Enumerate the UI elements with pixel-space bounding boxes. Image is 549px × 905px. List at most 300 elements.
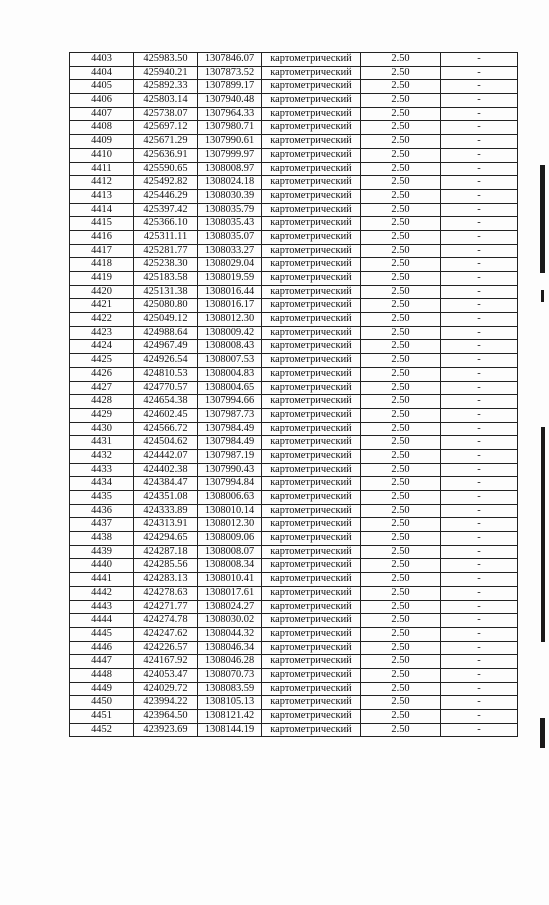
y-coordinate-cell: 1307984.49 [198, 436, 262, 450]
table-row [70, 627, 518, 641]
point-number-cell: 4422 [70, 313, 134, 327]
y-coordinate-cell: 1308121.42 [198, 710, 262, 724]
description-cell: - [441, 655, 518, 669]
method-cell: картометрический [262, 710, 361, 724]
table-row [70, 121, 518, 135]
description-cell: - [441, 573, 518, 587]
y-coordinate-cell: 1307999.97 [198, 148, 262, 162]
accuracy-cell: 2.50 [361, 408, 441, 422]
table-row [70, 80, 518, 94]
point-number-cell: 4421 [70, 299, 134, 313]
y-coordinate-cell: 1308008.07 [198, 545, 262, 559]
table-row [70, 313, 518, 327]
accuracy-cell: 2.50 [361, 313, 441, 327]
y-coordinate-cell: 1308030.02 [198, 614, 262, 628]
table-row [70, 573, 518, 587]
y-coordinate-cell: 1308046.28 [198, 655, 262, 669]
x-coordinate-cell: 425636.91 [134, 148, 198, 162]
point-number-cell: 4414 [70, 203, 134, 217]
table-row [70, 299, 518, 313]
y-coordinate-cell: 1308035.07 [198, 230, 262, 244]
description-cell: - [441, 258, 518, 272]
point-number-cell: 4449 [70, 682, 134, 696]
point-number-cell: 4446 [70, 641, 134, 655]
method-cell: картометрический [262, 176, 361, 190]
accuracy-cell: 2.50 [361, 682, 441, 696]
point-number-cell: 4424 [70, 340, 134, 354]
table-row [70, 491, 518, 505]
accuracy-cell: 2.50 [361, 491, 441, 505]
x-coordinate-cell: 424926.54 [134, 354, 198, 368]
y-coordinate-cell: 1307994.66 [198, 395, 262, 409]
table-row [70, 518, 518, 532]
accuracy-cell: 2.50 [361, 559, 441, 573]
x-coordinate-cell: 425738.07 [134, 107, 198, 121]
method-cell: картометрический [262, 244, 361, 258]
description-cell: - [441, 395, 518, 409]
description-cell: - [441, 285, 518, 299]
method-cell: картометрический [262, 121, 361, 135]
point-number-cell: 4439 [70, 545, 134, 559]
table-row [70, 395, 518, 409]
description-cell: - [441, 189, 518, 203]
method-cell: картометрический [262, 614, 361, 628]
point-number-cell: 4410 [70, 148, 134, 162]
point-number-cell: 4451 [70, 710, 134, 724]
table-row [70, 107, 518, 121]
method-cell: картометрический [262, 408, 361, 422]
accuracy-cell: 2.50 [361, 395, 441, 409]
accuracy-cell: 2.50 [361, 627, 441, 641]
description-cell: - [441, 148, 518, 162]
table-row [70, 258, 518, 272]
point-number-cell: 4406 [70, 94, 134, 108]
point-number-cell: 4442 [70, 586, 134, 600]
x-coordinate-cell: 425238.30 [134, 258, 198, 272]
scan-artifact-mark [541, 427, 545, 642]
method-cell: картометрический [262, 586, 361, 600]
y-coordinate-cell: 1307984.49 [198, 422, 262, 436]
scan-artifact-mark [540, 718, 545, 748]
x-coordinate-cell: 425366.10 [134, 217, 198, 231]
accuracy-cell: 2.50 [361, 477, 441, 491]
y-coordinate-cell: 1308033.27 [198, 244, 262, 258]
y-coordinate-cell: 1308083.59 [198, 682, 262, 696]
x-coordinate-cell: 425397.42 [134, 203, 198, 217]
x-coordinate-cell: 425697.12 [134, 121, 198, 135]
point-number-cell: 4431 [70, 436, 134, 450]
table-row [70, 723, 518, 737]
table-row [70, 230, 518, 244]
y-coordinate-cell: 1308010.41 [198, 573, 262, 587]
description-cell: - [441, 121, 518, 135]
accuracy-cell: 2.50 [361, 66, 441, 80]
x-coordinate-cell: 425803.14 [134, 94, 198, 108]
description-cell: - [441, 668, 518, 682]
description-cell: - [441, 381, 518, 395]
accuracy-cell: 2.50 [361, 532, 441, 546]
point-number-cell: 4428 [70, 395, 134, 409]
description-cell: - [441, 135, 518, 149]
y-coordinate-cell: 1308024.18 [198, 176, 262, 190]
y-coordinate-cell: 1308016.17 [198, 299, 262, 313]
table-row [70, 696, 518, 710]
description-cell: - [441, 504, 518, 518]
accuracy-cell: 2.50 [361, 586, 441, 600]
description-cell: - [441, 696, 518, 710]
x-coordinate-cell: 424384.47 [134, 477, 198, 491]
accuracy-cell: 2.50 [361, 230, 441, 244]
description-cell: - [441, 217, 518, 231]
accuracy-cell: 2.50 [361, 107, 441, 121]
method-cell: картометрический [262, 66, 361, 80]
x-coordinate-cell: 423923.69 [134, 723, 198, 737]
method-cell: картометрический [262, 463, 361, 477]
x-coordinate-cell: 424247.62 [134, 627, 198, 641]
point-number-cell: 4407 [70, 107, 134, 121]
y-coordinate-cell: 1307994.84 [198, 477, 262, 491]
description-cell: - [441, 477, 518, 491]
accuracy-cell: 2.50 [361, 285, 441, 299]
x-coordinate-cell: 424029.72 [134, 682, 198, 696]
y-coordinate-cell: 1308030.39 [198, 189, 262, 203]
y-coordinate-cell: 1308006.63 [198, 491, 262, 505]
point-number-cell: 4417 [70, 244, 134, 258]
table-row [70, 135, 518, 149]
method-cell: картометрический [262, 518, 361, 532]
table-row [70, 326, 518, 340]
description-cell: - [441, 162, 518, 176]
description-cell: - [441, 107, 518, 121]
x-coordinate-cell: 424988.64 [134, 326, 198, 340]
accuracy-cell: 2.50 [361, 504, 441, 518]
method-cell: картометрический [262, 627, 361, 641]
y-coordinate-cell: 1307846.07 [198, 53, 262, 67]
method-cell: картометрический [262, 313, 361, 327]
accuracy-cell: 2.50 [361, 573, 441, 587]
description-cell: - [441, 367, 518, 381]
accuracy-cell: 2.50 [361, 518, 441, 532]
x-coordinate-cell: 424313.91 [134, 518, 198, 532]
table-row [70, 655, 518, 669]
y-coordinate-cell: 1307990.43 [198, 463, 262, 477]
table-row [70, 217, 518, 231]
accuracy-cell: 2.50 [361, 655, 441, 669]
table-row [70, 477, 518, 491]
y-coordinate-cell: 1307990.61 [198, 135, 262, 149]
method-cell: картометрический [262, 682, 361, 696]
accuracy-cell: 2.50 [361, 710, 441, 724]
y-coordinate-cell: 1308017.61 [198, 586, 262, 600]
x-coordinate-cell: 424654.38 [134, 395, 198, 409]
table-row [70, 545, 518, 559]
table-row [70, 354, 518, 368]
accuracy-cell: 2.50 [361, 381, 441, 395]
accuracy-cell: 2.50 [361, 299, 441, 313]
y-coordinate-cell: 1308004.65 [198, 381, 262, 395]
y-coordinate-cell: 1308105.13 [198, 696, 262, 710]
point-number-cell: 4443 [70, 600, 134, 614]
method-cell: картометрический [262, 230, 361, 244]
point-number-cell: 4418 [70, 258, 134, 272]
accuracy-cell: 2.50 [361, 80, 441, 94]
table-row [70, 641, 518, 655]
x-coordinate-cell: 425983.50 [134, 53, 198, 67]
description-cell: - [441, 272, 518, 286]
point-number-cell: 4440 [70, 559, 134, 573]
method-cell: картометрический [262, 258, 361, 272]
description-cell: - [441, 682, 518, 696]
table-row [70, 94, 518, 108]
y-coordinate-cell: 1307987.19 [198, 449, 262, 463]
method-cell: картометрический [262, 696, 361, 710]
x-coordinate-cell: 425080.80 [134, 299, 198, 313]
description-cell: - [441, 627, 518, 641]
x-coordinate-cell: 425590.65 [134, 162, 198, 176]
point-number-cell: 4413 [70, 189, 134, 203]
y-coordinate-cell: 1308044.32 [198, 627, 262, 641]
x-coordinate-cell: 424274.78 [134, 614, 198, 628]
point-number-cell: 4436 [70, 504, 134, 518]
table-row [70, 203, 518, 217]
point-number-cell: 4437 [70, 518, 134, 532]
point-number-cell: 4433 [70, 463, 134, 477]
description-cell: - [441, 710, 518, 724]
y-coordinate-cell: 1307873.52 [198, 66, 262, 80]
x-coordinate-cell: 425671.29 [134, 135, 198, 149]
table-row [70, 272, 518, 286]
description-cell: - [441, 176, 518, 190]
method-cell: картометрический [262, 668, 361, 682]
accuracy-cell: 2.50 [361, 135, 441, 149]
accuracy-cell: 2.50 [361, 244, 441, 258]
description-cell: - [441, 408, 518, 422]
method-cell: картометрический [262, 395, 361, 409]
point-number-cell: 4403 [70, 53, 134, 67]
method-cell: картометрический [262, 354, 361, 368]
point-number-cell: 4450 [70, 696, 134, 710]
y-coordinate-cell: 1308008.97 [198, 162, 262, 176]
x-coordinate-cell: 424504.62 [134, 436, 198, 450]
table-row [70, 504, 518, 518]
table-row [70, 162, 518, 176]
accuracy-cell: 2.50 [361, 53, 441, 67]
x-coordinate-cell: 424810.53 [134, 367, 198, 381]
x-coordinate-cell: 424283.13 [134, 573, 198, 587]
table-row [70, 285, 518, 299]
method-cell: картометрический [262, 189, 361, 203]
x-coordinate-cell: 423994.22 [134, 696, 198, 710]
table-row [70, 408, 518, 422]
description-cell: - [441, 518, 518, 532]
x-coordinate-cell: 424967.49 [134, 340, 198, 354]
method-cell: картометрический [262, 94, 361, 108]
x-coordinate-cell: 424442.07 [134, 449, 198, 463]
method-cell: картометрический [262, 217, 361, 231]
accuracy-cell: 2.50 [361, 148, 441, 162]
description-cell: - [441, 203, 518, 217]
method-cell: картометрический [262, 148, 361, 162]
point-number-cell: 4435 [70, 491, 134, 505]
description-cell: - [441, 53, 518, 67]
table-row [70, 614, 518, 628]
y-coordinate-cell: 1308009.42 [198, 326, 262, 340]
table-row [70, 148, 518, 162]
x-coordinate-cell: 424278.63 [134, 586, 198, 600]
x-coordinate-cell: 424285.56 [134, 559, 198, 573]
y-coordinate-cell: 1308012.30 [198, 313, 262, 327]
method-cell: картометрический [262, 422, 361, 436]
accuracy-cell: 2.50 [361, 272, 441, 286]
table-row [70, 559, 518, 573]
x-coordinate-cell: 425311.11 [134, 230, 198, 244]
method-cell: картометрический [262, 326, 361, 340]
description-cell: - [441, 641, 518, 655]
description-cell: - [441, 532, 518, 546]
y-coordinate-cell: 1308012.30 [198, 518, 262, 532]
accuracy-cell: 2.50 [361, 326, 441, 340]
point-number-cell: 4441 [70, 573, 134, 587]
table-row [70, 244, 518, 258]
point-number-cell: 4447 [70, 655, 134, 669]
point-number-cell: 4405 [70, 80, 134, 94]
method-cell: картометрический [262, 723, 361, 737]
method-cell: картометрический [262, 449, 361, 463]
description-cell: - [441, 66, 518, 80]
description-cell: - [441, 614, 518, 628]
y-coordinate-cell: 1308008.43 [198, 340, 262, 354]
point-number-cell: 4438 [70, 532, 134, 546]
table-row [70, 381, 518, 395]
method-cell: картометрический [262, 491, 361, 505]
y-coordinate-cell: 1308009.06 [198, 532, 262, 546]
description-cell: - [441, 422, 518, 436]
point-number-cell: 4416 [70, 230, 134, 244]
scan-artifact-mark [540, 165, 545, 273]
method-cell: картометрический [262, 299, 361, 313]
x-coordinate-cell: 425940.21 [134, 66, 198, 80]
y-coordinate-cell: 1308070.73 [198, 668, 262, 682]
method-cell: картометрический [262, 600, 361, 614]
point-number-cell: 4423 [70, 326, 134, 340]
method-cell: картометрический [262, 477, 361, 491]
accuracy-cell: 2.50 [361, 354, 441, 368]
y-coordinate-cell: 1307980.71 [198, 121, 262, 135]
method-cell: картометрический [262, 655, 361, 669]
y-coordinate-cell: 1308010.14 [198, 504, 262, 518]
point-number-cell: 4452 [70, 723, 134, 737]
x-coordinate-cell: 424333.89 [134, 504, 198, 518]
point-number-cell: 4444 [70, 614, 134, 628]
y-coordinate-cell: 1308024.27 [198, 600, 262, 614]
point-number-cell: 4429 [70, 408, 134, 422]
accuracy-cell: 2.50 [361, 203, 441, 217]
table-row [70, 449, 518, 463]
description-cell: - [441, 299, 518, 313]
accuracy-cell: 2.50 [361, 176, 441, 190]
point-number-cell: 4409 [70, 135, 134, 149]
x-coordinate-cell: 424566.72 [134, 422, 198, 436]
description-cell: - [441, 586, 518, 600]
point-number-cell: 4430 [70, 422, 134, 436]
point-number-cell: 4432 [70, 449, 134, 463]
point-number-cell: 4415 [70, 217, 134, 231]
description-cell: - [441, 94, 518, 108]
x-coordinate-cell: 424402.38 [134, 463, 198, 477]
table-row [70, 189, 518, 203]
x-coordinate-cell: 424167.92 [134, 655, 198, 669]
description-cell: - [441, 230, 518, 244]
point-number-cell: 4404 [70, 66, 134, 80]
y-coordinate-cell: 1307964.33 [198, 107, 262, 121]
table-row [70, 586, 518, 600]
accuracy-cell: 2.50 [361, 463, 441, 477]
table-row [70, 53, 518, 67]
description-cell: - [441, 326, 518, 340]
method-cell: картометрический [262, 340, 361, 354]
method-cell: картометрический [262, 559, 361, 573]
point-number-cell: 4434 [70, 477, 134, 491]
table-row [70, 710, 518, 724]
point-number-cell: 4426 [70, 367, 134, 381]
accuracy-cell: 2.50 [361, 189, 441, 203]
x-coordinate-cell: 424770.57 [134, 381, 198, 395]
x-coordinate-cell: 425049.12 [134, 313, 198, 327]
y-coordinate-cell: 1307987.73 [198, 408, 262, 422]
description-cell: - [441, 80, 518, 94]
description-cell: - [441, 559, 518, 573]
x-coordinate-cell: 424053.47 [134, 668, 198, 682]
y-coordinate-cell: 1308035.79 [198, 203, 262, 217]
y-coordinate-cell: 1308029.04 [198, 258, 262, 272]
accuracy-cell: 2.50 [361, 600, 441, 614]
x-coordinate-cell: 424226.57 [134, 641, 198, 655]
table-row [70, 66, 518, 80]
x-coordinate-cell: 424351.08 [134, 491, 198, 505]
y-coordinate-cell: 1308016.44 [198, 285, 262, 299]
table-row [70, 340, 518, 354]
method-cell: картометрический [262, 545, 361, 559]
method-cell: картометрический [262, 381, 361, 395]
method-cell: картометрический [262, 162, 361, 176]
method-cell: картометрический [262, 80, 361, 94]
description-cell: - [441, 600, 518, 614]
method-cell: картометрический [262, 436, 361, 450]
y-coordinate-cell: 1308007.53 [198, 354, 262, 368]
x-coordinate-cell: 424287.18 [134, 545, 198, 559]
y-coordinate-cell: 1308144.19 [198, 723, 262, 737]
table-row [70, 463, 518, 477]
table-row [70, 600, 518, 614]
description-cell: - [441, 354, 518, 368]
point-number-cell: 4425 [70, 354, 134, 368]
accuracy-cell: 2.50 [361, 217, 441, 231]
table-row [70, 176, 518, 190]
method-cell: картометрический [262, 135, 361, 149]
accuracy-cell: 2.50 [361, 545, 441, 559]
table-row [70, 367, 518, 381]
method-cell: картометрический [262, 504, 361, 518]
x-coordinate-cell: 424294.65 [134, 532, 198, 546]
y-coordinate-cell: 1307899.17 [198, 80, 262, 94]
point-number-cell: 4448 [70, 668, 134, 682]
accuracy-cell: 2.50 [361, 162, 441, 176]
accuracy-cell: 2.50 [361, 449, 441, 463]
method-cell: картометрический [262, 367, 361, 381]
accuracy-cell: 2.50 [361, 614, 441, 628]
x-coordinate-cell: 424602.45 [134, 408, 198, 422]
method-cell: картометрический [262, 285, 361, 299]
